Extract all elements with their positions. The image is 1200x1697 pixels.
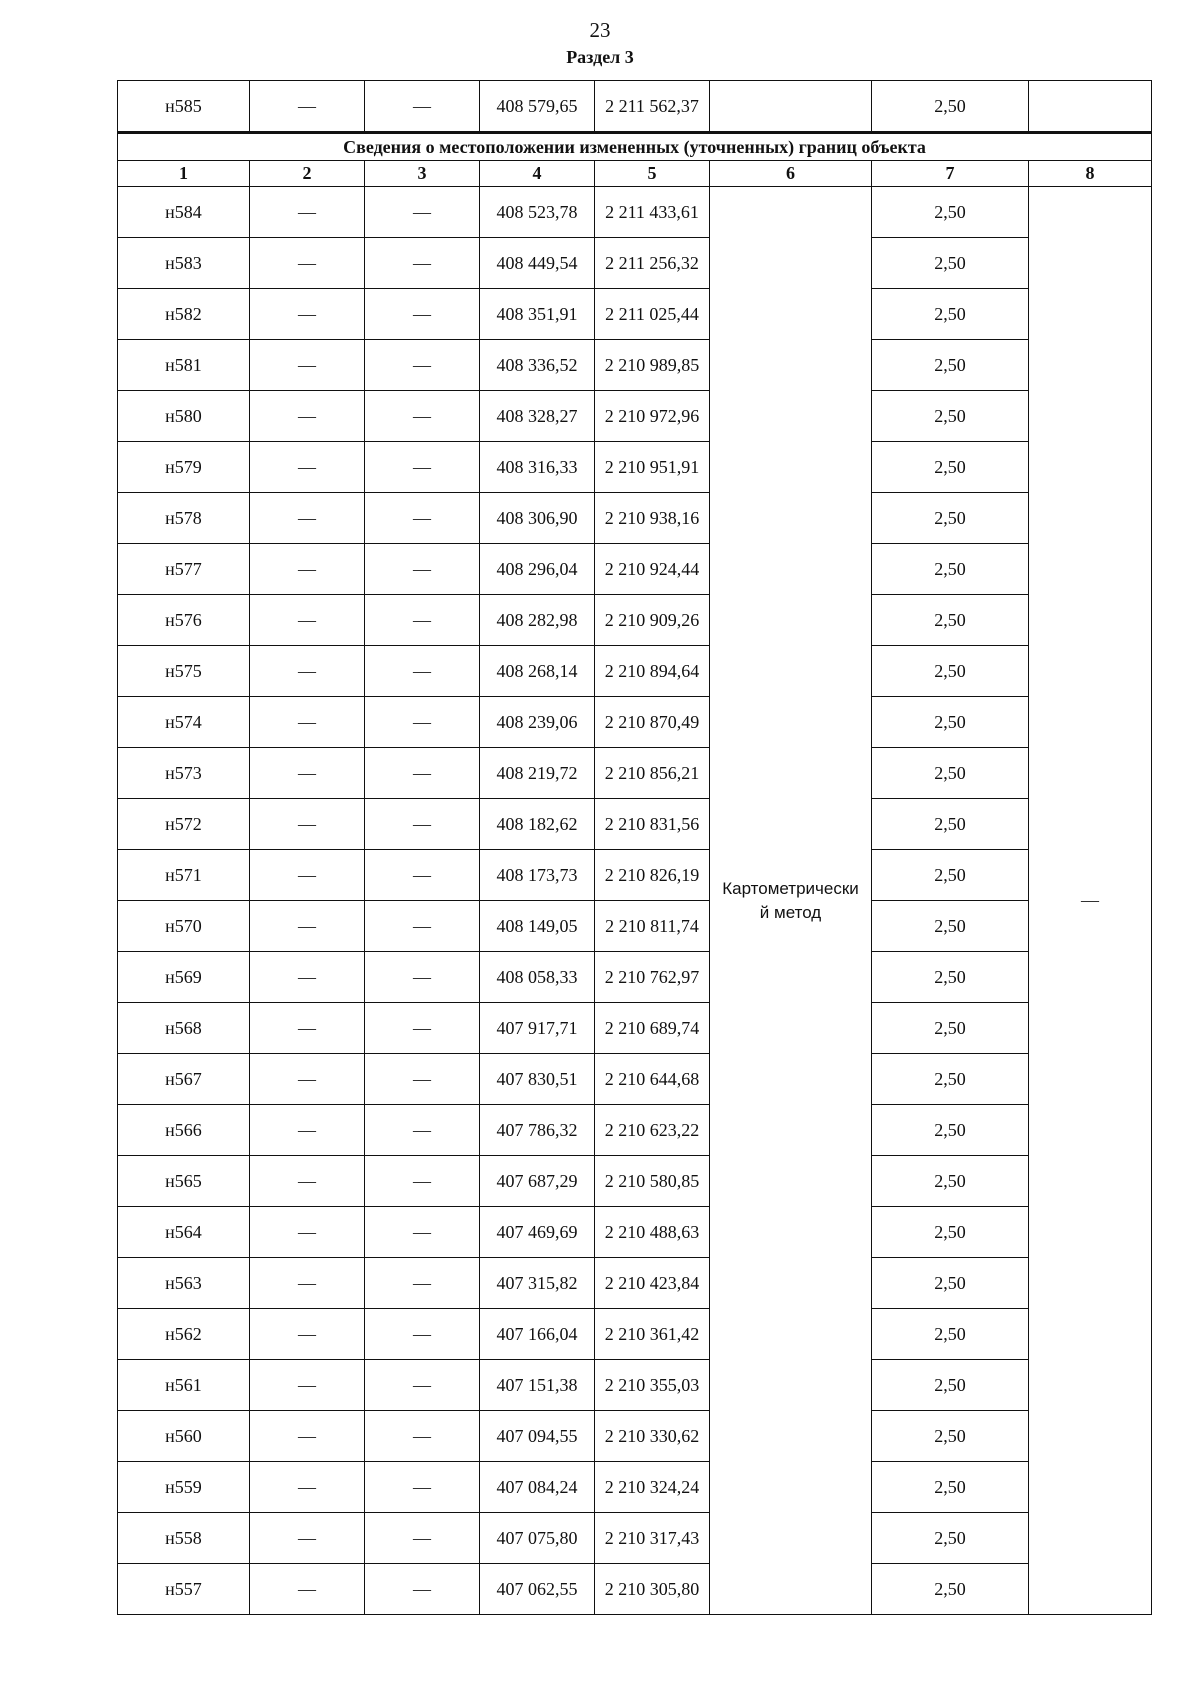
- column-number: 7: [872, 161, 1029, 187]
- column-number: 2: [250, 161, 365, 187]
- col3-cell: —: [365, 1309, 480, 1360]
- table-row: [118, 391, 1152, 442]
- method-label-line2: й метод: [759, 902, 822, 922]
- y-coordinate-cell: 2 210 870,49: [595, 697, 710, 748]
- col3-cell: —: [365, 1003, 480, 1054]
- precision-cell: 2,50: [872, 391, 1029, 442]
- column-number: 6: [710, 161, 872, 187]
- x-coordinate-cell: 408 058,33: [480, 952, 595, 1003]
- x-coordinate-cell: 407 786,32: [480, 1105, 595, 1156]
- precision-cell: 2,50: [872, 238, 1029, 289]
- column-number: 8: [1029, 161, 1152, 187]
- precision-cell: 2,50: [872, 1207, 1029, 1258]
- col2-cell: —: [250, 493, 365, 544]
- precision-cell: 2,50: [872, 1003, 1029, 1054]
- x-coordinate-cell: 408 316,33: [480, 442, 595, 493]
- point-name-cell: н577: [118, 544, 250, 595]
- y-coordinate-cell: 2 211 433,61: [595, 187, 710, 238]
- precision-cell: 2,50: [872, 595, 1029, 646]
- precision-cell: 2,50: [872, 1411, 1029, 1462]
- col8-cell: —: [1029, 187, 1152, 1615]
- precision-cell: 2,50: [872, 289, 1029, 340]
- column-number: 4: [480, 161, 595, 187]
- y-coordinate-cell: 2 210 924,44: [595, 544, 710, 595]
- precision-cell: 2,50: [872, 1462, 1029, 1513]
- point-name-cell: н560: [118, 1411, 250, 1462]
- x-coordinate-cell: 408 296,04: [480, 544, 595, 595]
- table-row-top: [118, 81, 1152, 133]
- x-coordinate-cell: 407 151,38: [480, 1360, 595, 1411]
- table-row: [118, 697, 1152, 748]
- x-coordinate-cell: 407 315,82: [480, 1258, 595, 1309]
- precision-cell: 2,50: [872, 646, 1029, 697]
- y-coordinate-cell: 2 210 826,19: [595, 850, 710, 901]
- precision-cell: 2,50: [872, 901, 1029, 952]
- col2-cell: —: [250, 1207, 365, 1258]
- col3-cell: —: [365, 952, 480, 1003]
- table-row: [118, 544, 1152, 595]
- col3-cell: —: [365, 289, 480, 340]
- precision-cell: 2,50: [872, 81, 1029, 133]
- x-coordinate-cell: 407 830,51: [480, 1054, 595, 1105]
- col2-cell: —: [250, 1258, 365, 1309]
- col2-cell: —: [250, 697, 365, 748]
- table-row: [118, 1156, 1152, 1207]
- page-number: 23: [589, 18, 611, 42]
- col3-cell: —: [365, 544, 480, 595]
- point-name-cell: н569: [118, 952, 250, 1003]
- col2-cell: —: [250, 1411, 365, 1462]
- y-coordinate-cell: 2 211 256,32: [595, 238, 710, 289]
- point-name-cell: н563: [118, 1258, 250, 1309]
- y-coordinate-cell: 2 210 423,84: [595, 1258, 710, 1309]
- y-coordinate-cell: 2 210 811,74: [595, 901, 710, 952]
- precision-cell: 2,50: [872, 187, 1029, 238]
- y-coordinate-cell: 2 210 856,21: [595, 748, 710, 799]
- point-name-cell: н582: [118, 289, 250, 340]
- x-coordinate-cell: 408 173,73: [480, 850, 595, 901]
- col2-cell: —: [250, 952, 365, 1003]
- table-row: [118, 1360, 1152, 1411]
- col2-cell: —: [250, 1309, 365, 1360]
- table-row: [118, 187, 1152, 238]
- precision-cell: 2,50: [872, 1564, 1029, 1615]
- x-coordinate-cell: 408 268,14: [480, 646, 595, 697]
- point-name-cell: н581: [118, 340, 250, 391]
- table-row: [118, 952, 1152, 1003]
- col2-cell: —: [250, 595, 365, 646]
- y-coordinate-cell: 2 210 355,03: [595, 1360, 710, 1411]
- y-coordinate-cell: 2 210 317,43: [595, 1513, 710, 1564]
- precision-cell: 2,50: [872, 1258, 1029, 1309]
- col2-cell: —: [250, 1105, 365, 1156]
- point-name-cell: н583: [118, 238, 250, 289]
- col3-cell: —: [365, 1411, 480, 1462]
- col3-cell: —: [365, 1564, 480, 1615]
- col3-cell: —: [365, 1156, 480, 1207]
- col3-cell: —: [365, 697, 480, 748]
- precision-cell: 2,50: [872, 697, 1029, 748]
- point-name-cell: н568: [118, 1003, 250, 1054]
- point-name-cell: н564: [118, 1207, 250, 1258]
- precision-cell: 2,50: [872, 850, 1029, 901]
- col2-cell: —: [250, 340, 365, 391]
- col3-cell: —: [365, 901, 480, 952]
- y-coordinate-cell: 2 210 972,96: [595, 391, 710, 442]
- x-coordinate-cell: 408 282,98: [480, 595, 595, 646]
- col3-cell: —: [365, 799, 480, 850]
- precision-cell: 2,50: [872, 1054, 1029, 1105]
- x-coordinate-cell: 408 523,78: [480, 187, 595, 238]
- point-name-cell: н565: [118, 1156, 250, 1207]
- column-number: 3: [365, 161, 480, 187]
- point-name-cell: н570: [118, 901, 250, 952]
- col2-cell: —: [250, 850, 365, 901]
- x-coordinate-cell: 407 094,55: [480, 1411, 595, 1462]
- precision-cell: 2,50: [872, 748, 1029, 799]
- y-coordinate-cell: 2 210 938,16: [595, 493, 710, 544]
- point-name-cell: н566: [118, 1105, 250, 1156]
- precision-cell: 2,50: [872, 544, 1029, 595]
- method-label-line1: Картометрически: [722, 878, 859, 898]
- table-row: [118, 646, 1152, 697]
- table-row: [118, 595, 1152, 646]
- column-number: 1: [118, 161, 250, 187]
- col2-cell: —: [250, 1360, 365, 1411]
- point-name-cell: н585: [118, 81, 250, 133]
- col3-cell: —: [365, 1360, 480, 1411]
- col2-cell: —: [250, 442, 365, 493]
- col2-cell: —: [250, 289, 365, 340]
- table-caption: Сведения о местоположении измененных (уточненных) границ объекта: [118, 133, 1152, 161]
- point-name-cell: н574: [118, 697, 250, 748]
- point-name-cell: н559: [118, 1462, 250, 1513]
- precision-cell: 2,50: [872, 1156, 1029, 1207]
- table-row: [118, 1105, 1152, 1156]
- table-row: [118, 1207, 1152, 1258]
- point-name-cell: н572: [118, 799, 250, 850]
- point-name-cell: н580: [118, 391, 250, 442]
- y-coordinate-cell: 2 210 644,68: [595, 1054, 710, 1105]
- y-coordinate-cell: 2 211 025,44: [595, 289, 710, 340]
- col3-cell: —: [365, 595, 480, 646]
- table-row: [118, 238, 1152, 289]
- point-name-cell: н557: [118, 1564, 250, 1615]
- coordinates-table: [117, 80, 1152, 1615]
- x-coordinate-cell: 408 351,91: [480, 289, 595, 340]
- table-row: [118, 493, 1152, 544]
- x-coordinate-cell: 408 149,05: [480, 901, 595, 952]
- precision-cell: 2,50: [872, 493, 1029, 544]
- x-coordinate-cell: 408 449,54: [480, 238, 595, 289]
- x-coordinate-cell: 407 084,24: [480, 1462, 595, 1513]
- col3-cell: —: [365, 1054, 480, 1105]
- x-coordinate-cell: 407 166,04: [480, 1309, 595, 1360]
- table-row: [118, 1003, 1152, 1054]
- col3-cell: —: [365, 238, 480, 289]
- point-name-cell: н567: [118, 1054, 250, 1105]
- point-name-cell: н558: [118, 1513, 250, 1564]
- precision-cell: 2,50: [872, 952, 1029, 1003]
- precision-cell: 2,50: [872, 1513, 1029, 1564]
- x-coordinate-cell: 408 336,52: [480, 340, 595, 391]
- y-coordinate-cell: 2 210 488,63: [595, 1207, 710, 1258]
- col3-cell: —: [365, 81, 480, 133]
- col2-cell: —: [250, 646, 365, 697]
- method-cell: [710, 187, 872, 1615]
- x-coordinate-cell: 408 219,72: [480, 748, 595, 799]
- y-coordinate-cell: 2 210 330,62: [595, 1411, 710, 1462]
- section-title: Раздел 3: [566, 47, 634, 67]
- column-number: 5: [595, 161, 710, 187]
- point-name-cell: н578: [118, 493, 250, 544]
- x-coordinate-cell: 408 579,65: [480, 81, 595, 133]
- table-row: [118, 1309, 1152, 1360]
- col2-cell: —: [250, 748, 365, 799]
- precision-cell: 2,50: [872, 1105, 1029, 1156]
- precision-cell: 2,50: [872, 1360, 1029, 1411]
- table-caption-row: [118, 133, 1152, 161]
- col3-cell: —: [365, 748, 480, 799]
- point-name-cell: н576: [118, 595, 250, 646]
- point-name-cell: н584: [118, 187, 250, 238]
- x-coordinate-cell: 407 687,29: [480, 1156, 595, 1207]
- y-coordinate-cell: 2 210 689,74: [595, 1003, 710, 1054]
- col2-cell: —: [250, 1156, 365, 1207]
- y-coordinate-cell: 2 210 324,24: [595, 1462, 710, 1513]
- col3-cell: —: [365, 493, 480, 544]
- x-coordinate-cell: 407 062,55: [480, 1564, 595, 1615]
- col2-cell: —: [250, 1513, 365, 1564]
- col3-cell: —: [365, 442, 480, 493]
- col3-cell: —: [365, 850, 480, 901]
- table-row: [118, 1513, 1152, 1564]
- x-coordinate-cell: 407 917,71: [480, 1003, 595, 1054]
- col3-cell: —: [365, 646, 480, 697]
- x-coordinate-cell: 407 469,69: [480, 1207, 595, 1258]
- col3-cell: —: [365, 187, 480, 238]
- point-name-cell: н571: [118, 850, 250, 901]
- col2-cell: —: [250, 799, 365, 850]
- y-coordinate-cell: 2 210 361,42: [595, 1309, 710, 1360]
- col2-cell: —: [250, 1564, 365, 1615]
- table-row: [118, 340, 1152, 391]
- x-coordinate-cell: 408 182,62: [480, 799, 595, 850]
- table-row: [118, 1411, 1152, 1462]
- point-name-cell: н561: [118, 1360, 250, 1411]
- col2-cell: —: [250, 238, 365, 289]
- col2-cell: —: [250, 901, 365, 952]
- table-row: [118, 1054, 1152, 1105]
- col3-cell: —: [365, 340, 480, 391]
- table-row: [118, 748, 1152, 799]
- table-row: [118, 1564, 1152, 1615]
- method-cell: [710, 81, 872, 133]
- y-coordinate-cell: 2 210 951,91: [595, 442, 710, 493]
- table-row: [118, 1462, 1152, 1513]
- col3-cell: —: [365, 391, 480, 442]
- point-name-cell: н562: [118, 1309, 250, 1360]
- table-row: [118, 289, 1152, 340]
- y-coordinate-cell: 2 210 762,97: [595, 952, 710, 1003]
- col3-cell: —: [365, 1258, 480, 1309]
- y-coordinate-cell: 2 211 562,37: [595, 81, 710, 133]
- col3-cell: —: [365, 1513, 480, 1564]
- col3-cell: —: [365, 1462, 480, 1513]
- col2-cell: —: [250, 1054, 365, 1105]
- table-row: [118, 901, 1152, 952]
- y-coordinate-cell: 2 210 305,80: [595, 1564, 710, 1615]
- x-coordinate-cell: 408 306,90: [480, 493, 595, 544]
- point-name-cell: н575: [118, 646, 250, 697]
- col2-cell: —: [250, 1003, 365, 1054]
- col2-cell: —: [250, 391, 365, 442]
- table-row: [118, 442, 1152, 493]
- x-coordinate-cell: 408 328,27: [480, 391, 595, 442]
- x-coordinate-cell: 408 239,06: [480, 697, 595, 748]
- col3-cell: —: [365, 1105, 480, 1156]
- precision-cell: 2,50: [872, 799, 1029, 850]
- col3-cell: —: [365, 1207, 480, 1258]
- x-coordinate-cell: 407 075,80: [480, 1513, 595, 1564]
- table-body: [118, 81, 1152, 1615]
- col2-cell: —: [250, 1462, 365, 1513]
- col2-cell: —: [250, 544, 365, 595]
- col2-cell: —: [250, 81, 365, 133]
- col2-cell: —: [250, 187, 365, 238]
- y-coordinate-cell: 2 210 831,56: [595, 799, 710, 850]
- y-coordinate-cell: 2 210 989,85: [595, 340, 710, 391]
- precision-cell: 2,50: [872, 340, 1029, 391]
- table-row: [118, 799, 1152, 850]
- y-coordinate-cell: 2 210 909,26: [595, 595, 710, 646]
- point-name-cell: н573: [118, 748, 250, 799]
- col8-cell: [1029, 81, 1152, 133]
- column-numbers-row: [118, 161, 1152, 187]
- y-coordinate-cell: 2 210 894,64: [595, 646, 710, 697]
- precision-cell: 2,50: [872, 1309, 1029, 1360]
- precision-cell: 2,50: [872, 442, 1029, 493]
- table-row: [118, 850, 1152, 901]
- table-row: [118, 1258, 1152, 1309]
- y-coordinate-cell: 2 210 623,22: [595, 1105, 710, 1156]
- point-name-cell: н579: [118, 442, 250, 493]
- y-coordinate-cell: 2 210 580,85: [595, 1156, 710, 1207]
